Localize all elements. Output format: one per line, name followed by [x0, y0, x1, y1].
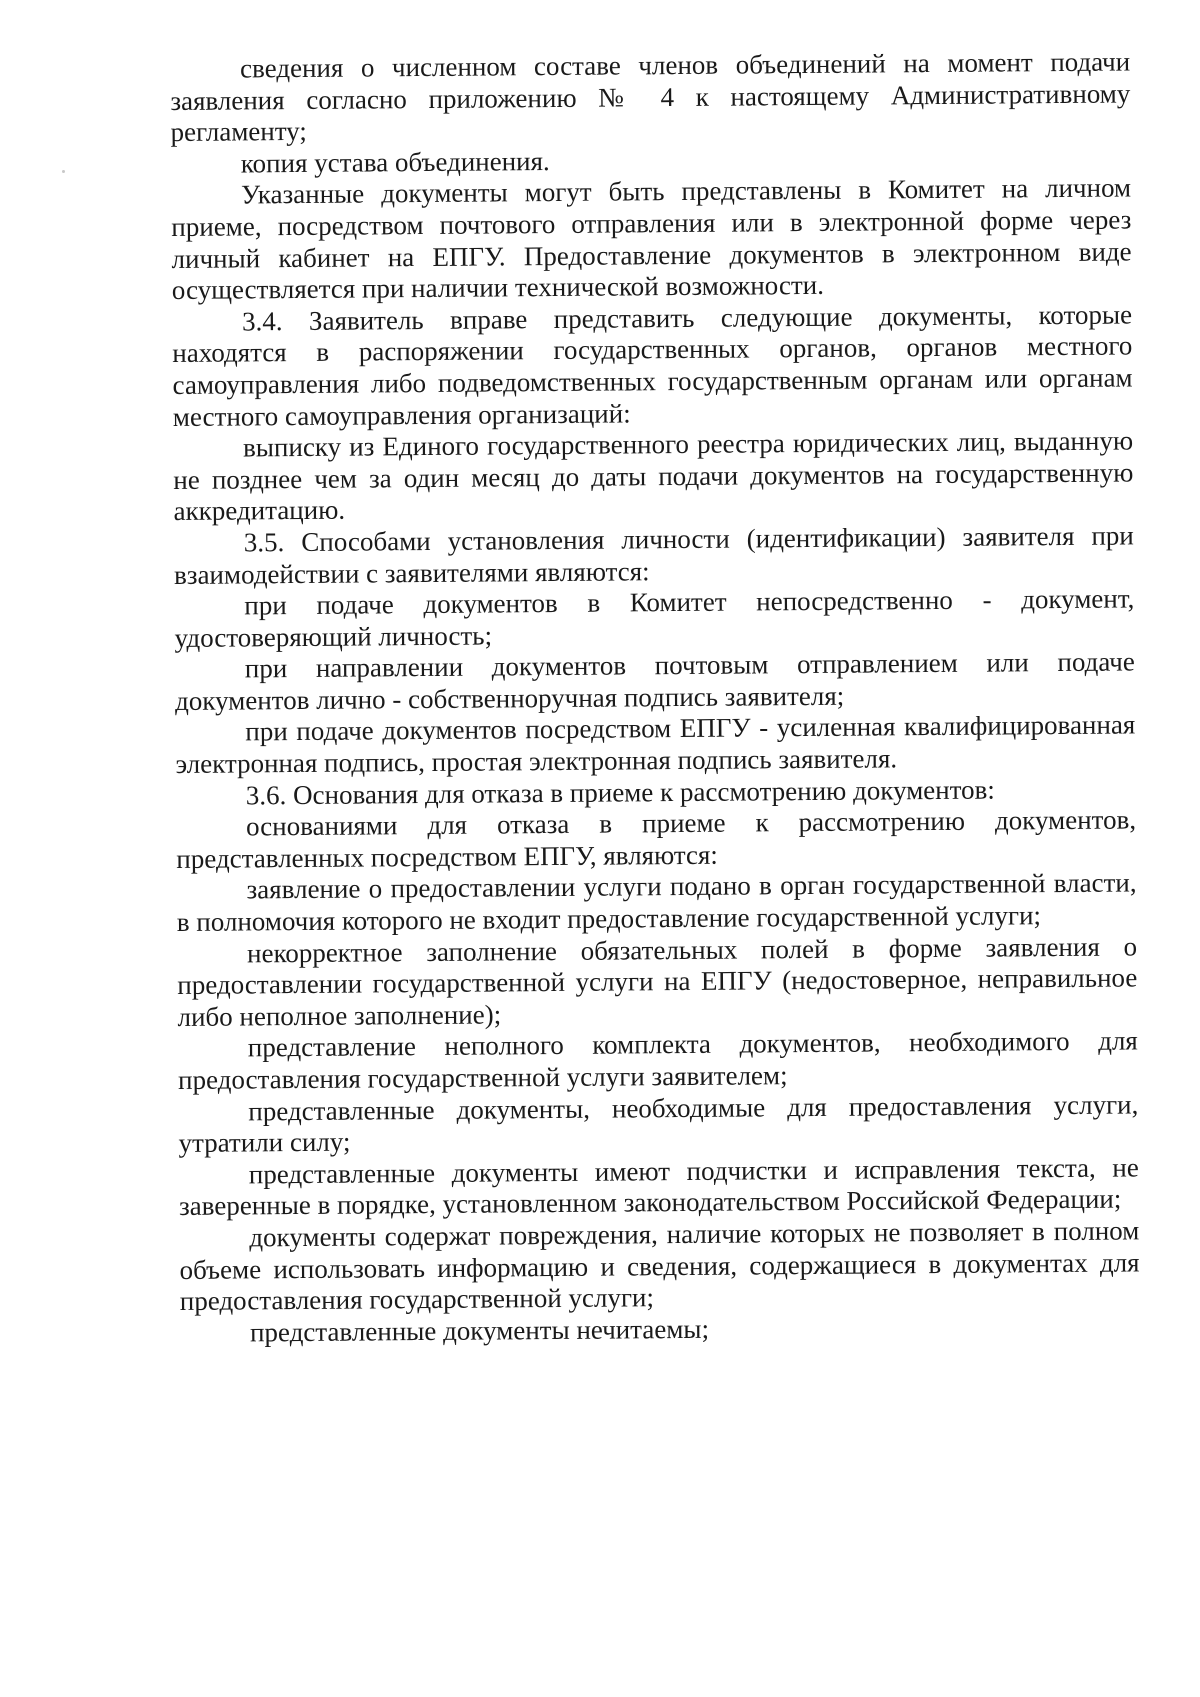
document-body — [170, 46, 1140, 1349]
paragraph-incorrect-fields: некорректное заполнение обязательных полей в форме заявления о предоставлении государственной услуги на ЕПГУ (недостоверное, неправильное либо неполное заполнение); — [177, 931, 1138, 1032]
paragraph-section-3-5: 3.5. Способами установления личности (идентификации) заявителя при взаимодействии с заявителями являются: — [173, 520, 1134, 590]
paragraph-registry-extract: выписку из Единого государственного реестра юридических лиц, выданную не позднее чем за один месяц до даты подачи документов на государственную аккредитацию. — [173, 425, 1134, 527]
scan-speck — [62, 170, 65, 173]
paragraph-submission-methods: Указанные документы могут быть представлены в Комитет на личном приеме, посредством почтового отправления или в электронной форме через личный кабинет на ЕПГУ. Предоставление документов в электронном виде осуществляется при наличии технической возможности. — [171, 172, 1132, 306]
paragraph-charter-copy: копия устава объединения. — [240, 145, 550, 179]
paragraph-incomplete-set: представление неполного комплекта документов, необходимого для предоставления государственной услуги заявителем; — [177, 1025, 1138, 1095]
paragraph-corrections: представленные документы имеют подчистки и исправления текста, не заверенные в порядке, установленном законодательством Российской Федерации; — [178, 1152, 1139, 1222]
paragraph-wrong-authority: заявление о предоставлении услуги подано в орган государственной власти, в полномочия которого не входит предоставление государственной услуги; — [176, 867, 1137, 938]
paragraph-expired-documents: представленные документы, необходимые для предоставления услуги, утратили силу; — [178, 1089, 1139, 1159]
paragraph-section-3-6: 3.6. Основания для отказа в приеме к рассмотрению документов: — [245, 774, 995, 811]
paragraph-section-3-4: 3.4. Заявитель вправе представить следующие документы, которые находятся в распоряжении государственных органов, органов местного самоуправления либо подведомственных государственным органам или органам местного самоуправления организаций: — [172, 299, 1133, 432]
paragraph-in-person-id: при подаче документов в Комитет непосредственно - документ, удостоверяющий личность; — [174, 583, 1135, 653]
paragraph-refusal-grounds: основаниями для отказа в приеме к рассмотрению документов, представленных посредством ЕПГУ, являются: — [176, 804, 1137, 874]
paragraph-membership-info: сведения о численном составе членов объединений на момент подачи заявления согласно приложению № 4 к настоящему Административному регламенту; — [170, 46, 1131, 148]
paragraph-unreadable-documents: представленные документы нечитаемы; — [249, 1313, 710, 1348]
paragraph-damaged-documents: документы содержат повреждения, наличие которых не позволяет в полном объеме использовать информацию и сведения, содержащиеся в документах для предоставления государственной услуги; — [179, 1215, 1140, 1317]
paragraph-epgu-id: при подаче документов посредством ЕПГУ - усиленная квалифицированная электронная подпись, простая электронная подпись заявителя. — [175, 709, 1136, 780]
paragraph-postal-id: при направлении документов почтовым отправлением или подаче документов лично - собственноручная подпись заявителя; — [174, 646, 1135, 716]
